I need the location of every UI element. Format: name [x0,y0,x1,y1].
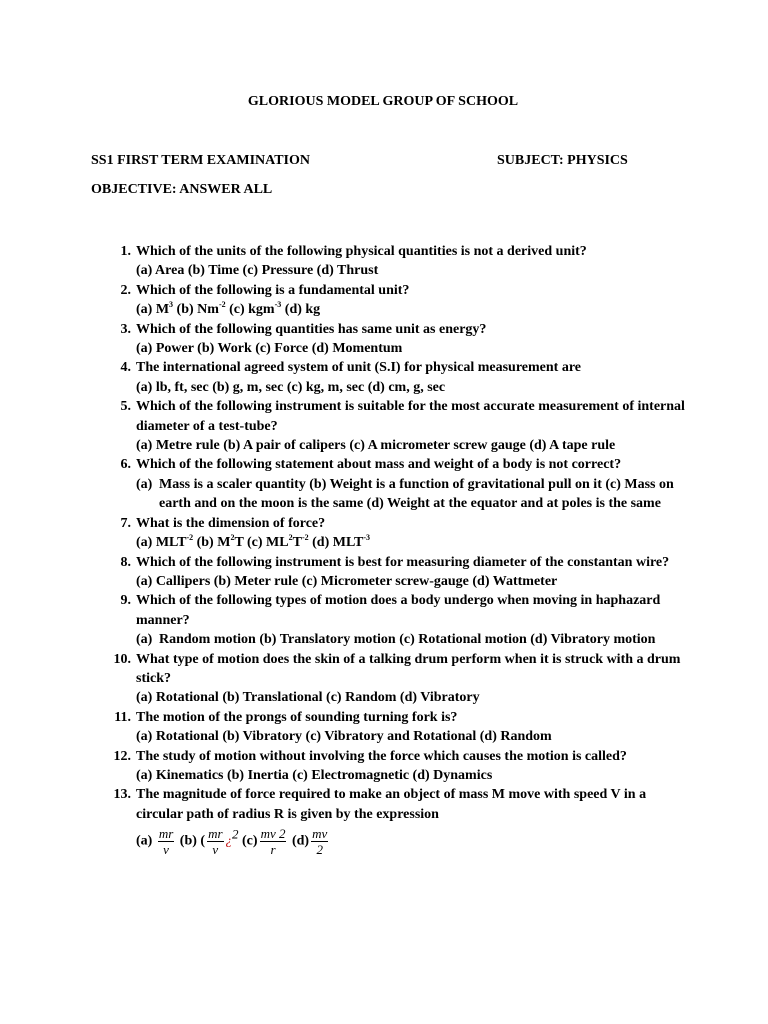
question-options: (a) Kinematics (b) Inertia (c) Electromagnetic (d) Dynamics [136,767,493,783]
question-options [136,475,690,514]
question-item [0,747,690,786]
question-options: (a) Power (b) Work (c) Force (d) Momentum [136,341,403,357]
question-item [0,553,690,592]
question-number: 3. [120,321,131,337]
option-text: T (c) ML [234,535,289,551]
question-list [0,242,690,857]
option-label: (c) [242,833,258,849]
option-text: (a) MLT [136,535,187,551]
question-number: 8. [120,554,131,570]
question-number: 7. [120,515,131,531]
question-item [0,650,690,708]
question-text: The motion of the prongs of sounding turning fork is? [136,709,458,725]
option-label: (a) [136,632,153,648]
question-options: (a) Area (b) Time (c) Pressure (d) Thrust [136,263,379,279]
fraction [260,826,287,857]
question-options: (a) Rotational (b) Vibratory (c) Vibratory and Rotational (d) Random [136,729,552,745]
question-number: 9. [120,593,131,609]
question-item [0,785,690,857]
question-text: Which of the following statement about mass and weight of a body is not correct? [136,457,622,473]
superscript: -3 [363,533,371,543]
question-item [0,320,690,359]
option-text: T [292,535,302,551]
question-item [0,242,690,281]
superscript: 3 [169,300,174,310]
numerator: mr [158,826,174,842]
question-text: Which of the following instrument is best for measuring diameter of the constantan wire? [136,554,670,570]
numerator: mr [208,826,223,842]
question-text: The international agreed system of unit (S.I) for physical measurement are [136,360,581,376]
question-text: The study of motion without involving the force which causes the motion is called? [136,748,627,764]
question-text: What type of motion does the skin of a talking drum perform when it is struck with a drum stick? [136,651,681,686]
question-text: Which of the following is a fundamental unit? [136,282,410,298]
option-text: (b) M [193,535,231,551]
instruction-label: OBJECTIVE: ANSWER ALL [91,182,273,197]
option-text: Mass is a scaler quantity (b) Weight is a function of gravitational pull on it (c) Mass on earth and on the moon is the same (d) Weight at the equator and at poles is the same [159,476,674,512]
superscript: 2 [288,533,293,543]
question-number: 12. [113,748,131,764]
superscript: -3 [274,300,282,310]
question-number: 6. [120,457,131,473]
option-text: (d) MLT [308,535,364,551]
question-options [136,300,690,319]
question-item [0,514,690,553]
fraction [158,826,174,857]
question-text: Which of the following types of motion does a body undergo when moving in haphazard manner? [136,593,661,628]
question-number: 4. [120,360,131,376]
question-item [0,281,690,320]
option-label: (b) ( [179,833,206,849]
option-text: (c) kgm [225,302,275,318]
superscript: 2 [232,826,239,842]
question-number: 10. [113,651,131,667]
question-options [136,533,690,552]
question-text: The magnitude of force required to make an object of mass M move with speed V in a circular path of radius R is given by the expression [136,787,647,822]
denominator: v [212,842,219,858]
question-text: Which of the units of the following physical quantities is not a derived unit? [136,244,587,259]
question-item [0,591,690,649]
question-number: 1. [120,244,131,259]
school-title: GLORIOUS MODEL GROUP OF SCHOOL [247,94,519,109]
question-item [0,358,690,397]
question-number: 5. [120,399,131,415]
option-label: (d) [291,833,310,849]
subject-label: SUBJECT: PHYSICS [497,153,628,168]
option-label: (a) [136,833,153,849]
question-item [0,397,690,455]
question-number: 11. [114,709,131,725]
error-glyph: ¿ [225,832,233,848]
question-item [0,708,690,747]
question-options: (a) Callipers (b) Meter rule (c) Micrometer screw-gauge (d) Wattmeter [136,573,558,589]
numerator: mv [312,826,328,842]
question-text: What is the dimension of force? [136,515,326,531]
superscript: -2 [301,533,309,543]
question-options [136,630,690,649]
denominator: 2 [316,842,323,858]
denominator: r [270,842,276,858]
question-number: 2. [120,282,131,298]
question-text: Which of the following quantities has same unit as energy? [136,321,487,337]
question-options: (a) lb, ft, sec (b) g, m, sec (c) kg, m, sec (d) cm, g, sec [136,379,446,395]
superscript: 2 [230,533,235,543]
numerator: mv 2 [260,826,286,842]
option-label: (a) [136,476,153,492]
option-text: (a) M [136,302,170,318]
fraction [311,826,328,857]
fraction [207,826,223,857]
question-options: (a) Metre rule (b) A pair of calipers (c) A micrometer screw gauge (d) A tape rule [136,438,616,454]
question-options [136,826,690,857]
question-text: Which of the following instrument is suitable for the most accurate measurement of internal diameter of a test-tube? [136,399,685,434]
option-text: Random motion (b) Translatory motion (c) Rotational motion (d) Vibratory motion [159,632,656,648]
exam-title: SS1 FIRST TERM EXAMINATION [91,153,310,168]
superscript: -2 [218,300,226,310]
question-number: 13. [113,787,131,803]
superscript: -2 [186,533,194,543]
denominator: v [163,842,169,858]
question-item [0,455,690,513]
option-text: (b) Nm [173,302,219,318]
question-options: (a) Rotational (b) Translational (c) Random (d) Vibratory [136,690,480,706]
option-text: (d) kg [281,302,321,318]
